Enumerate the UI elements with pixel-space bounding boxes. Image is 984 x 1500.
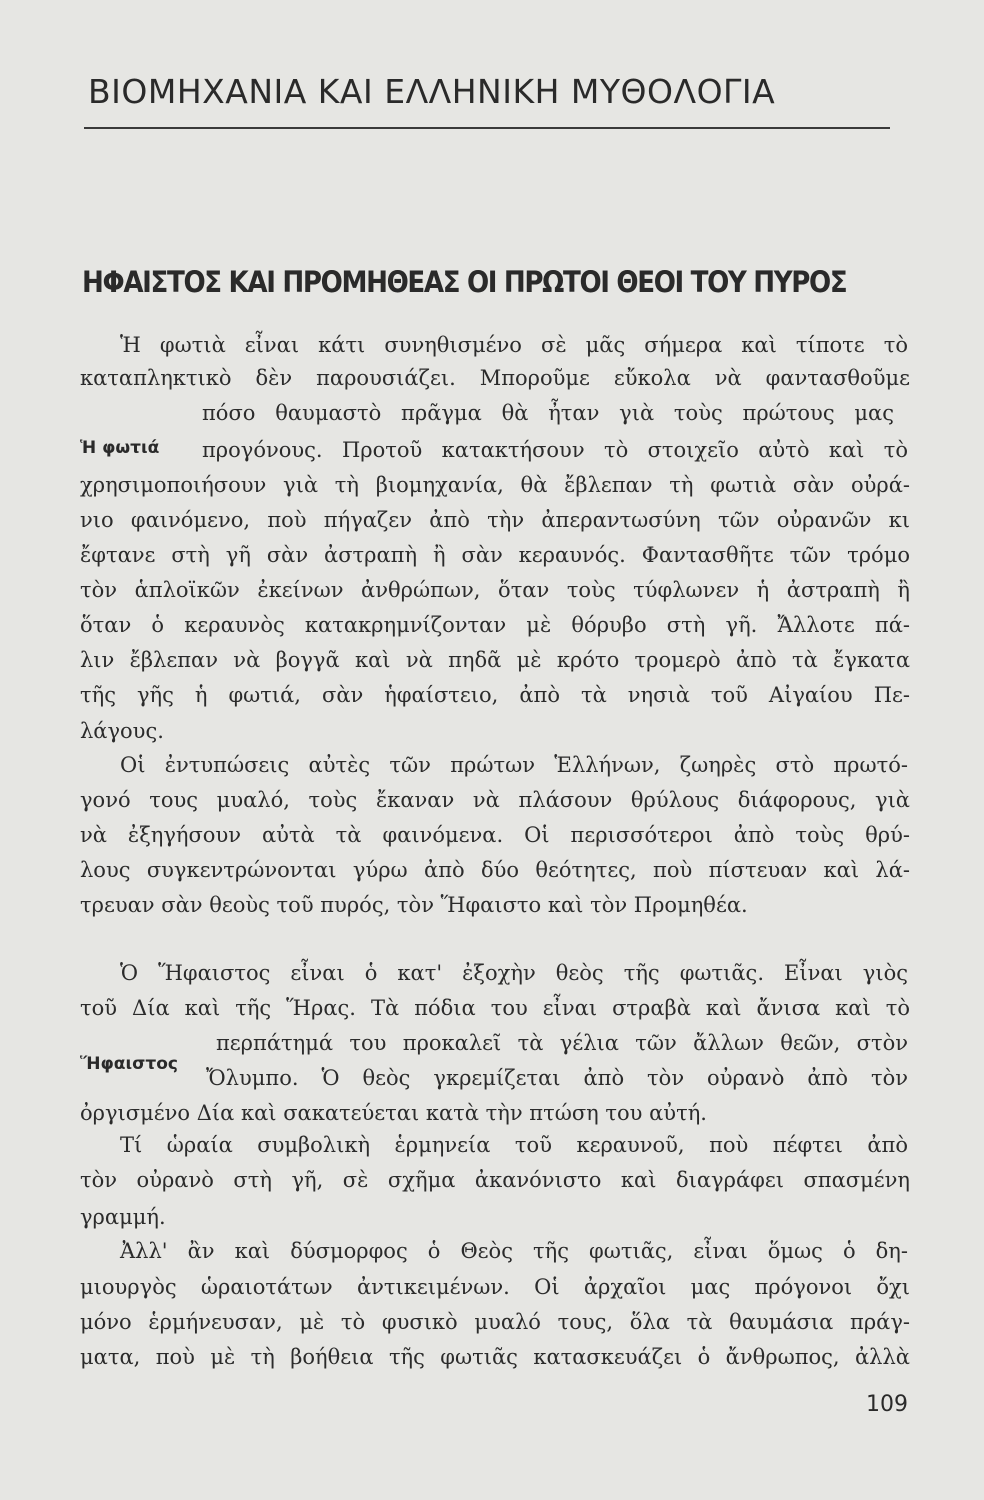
- chapter-title: ΗΦΑΙΣΤΟΣ ΚΑΙ ΠΡΟΜΗΘΕΑΣ ΟΙ ΠΡΩΤΟΙ ΘΕΟΙ ΤΟΥ ΠΥΡΟΣ: [82, 265, 847, 299]
- text-line: τοῦ Δία καὶ τῆς Ἥρας. Τὰ πόδια του εἶναι στραβὰ καὶ ἄνισα καὶ τὸ: [80, 996, 910, 1020]
- text-line: ἔφτανε στὴ γῆ σὰν ἀστραπὴ ἢ σὰν κεραυνός. Φαντασθῆτε τῶν τρόμο: [80, 543, 910, 567]
- text-line: τρευαν σὰν θεοὺς τοῦ πυρός, τὸν Ἥφαιστο καὶ τὸν Προμηθέα.: [80, 893, 748, 917]
- text-line: καταπληκτικὸ δὲν παρουσιάζει. Μποροῦμε εὔκολα νὰ φαντασθοῦμε: [80, 366, 910, 390]
- text-line: τὸν οὐρανὸ στὴ γῆ, σὲ σχῆμα ἀκανόνιστο καὶ διαγράφει σπασμένη: [80, 1168, 910, 1192]
- text-line: Ἡ φωτιὰ εἶναι κάτι συνηθισμένο σὲ μᾶς σήμερα καὶ τίποτε τὸ: [120, 333, 908, 357]
- text-line: νὰ ἐξηγήσουν αὐτὰ τὰ φαινόμενα. Οἱ περισσότεροι ἀπὸ τοὺς θρύ-: [80, 823, 910, 847]
- text-line: Οἱ ἐντυπώσεις αὐτὲς τῶν πρώτων Ἑλλήνων, ζωηρὲς στὸ πρωτό-: [120, 753, 908, 777]
- text-line: λάγους.: [80, 719, 164, 743]
- text-line: τῆς γῆς ἡ φωτιά, σὰν ἡφαίστειο, ἀπὸ τὰ νησιὰ τοῦ Αἰγαίου Πε-: [80, 683, 910, 707]
- text-line: μιουργὸς ὡραιοτάτων ἀντικειμένων. Οἱ ἀρχαῖοι μας πρόγονοι ὄχι: [80, 1275, 910, 1299]
- text-line: Ἀλλ' ἂν καὶ δύσμορφος ὁ Θεὸς τῆς φωτιᾶς, εἶναι ὅμως ὁ δη-: [120, 1239, 908, 1263]
- text-line: γραμμή.: [80, 1205, 166, 1229]
- text-line: νιο φαινόμενο, ποὺ πήγαζεν ἀπὸ τὴν ἀπεραντωσύνη τῶν οὐρανῶν κι: [80, 508, 910, 532]
- margin-note-fire: Ἡ φωτιά: [80, 438, 160, 458]
- text-line: μόνο ἑρμήνευσαν, μὲ τὸ φυσικὸ μυαλό τους, ὅλα τὰ θαυμάσια πράγ-: [80, 1310, 910, 1334]
- running-head: ΒΙΟΜΗΧΑΝΙΑ ΚΑΙ ΕΛΛΗΝΙΚΗ ΜΥΘΟΛΟΓΙΑ: [88, 72, 776, 111]
- text-line: γονό τους μυαλό, τοὺς ἔκαναν νὰ πλάσουν θρύλους διάφορους, γιὰ: [80, 788, 910, 812]
- header-rule: [84, 127, 890, 129]
- margin-note-hephaestus: Ἥφαιστος: [80, 1054, 178, 1074]
- text-line: λους συγκεντρώνονται γύρω ἀπὸ δύο θεότητες, ποὺ πίστευαν καὶ λά-: [80, 858, 910, 882]
- page-number: 109: [866, 1392, 908, 1417]
- text-line: ὅταν ὁ κεραυνὸς κατακρημνίζονταν μὲ θόρυβο στὴ γῆ. Ἄλλοτε πά-: [80, 613, 910, 637]
- text-line: πόσο θαυμαστὸ πρᾶγμα θὰ ἦταν γιὰ τοὺς πρώτους μας: [202, 401, 894, 425]
- text-line: χρησιμοποιήσουν γιὰ τὴ βιομηχανία, θὰ ἔβλεπαν τὴ φωτιὰ σὰν οὐρά-: [80, 473, 910, 497]
- text-line: λιν ἔβλεπαν νὰ βογγᾶ καὶ νὰ πηδᾶ μὲ κρότο τρομερὸ ἀπὸ τὰ ἔγκατα: [80, 648, 910, 672]
- text-line: Ὄλυμπο. Ὁ θεὸς γκρεμίζεται ἀπὸ τὸν οὐρανὸ ἀπὸ τὸν: [206, 1066, 908, 1090]
- text-line: προγόνους. Προτοῦ κατακτήσουν τὸ στοιχεῖο αὐτὸ καὶ τὸ: [202, 438, 908, 462]
- text-line: Ὁ Ἥφαιστος εἶναι ὁ κατ' ἐξοχὴν θεὸς τῆς φωτιᾶς. Εἶναι γιὸς: [120, 961, 908, 985]
- text-line: τὸν ἁπλοϊκῶν ἐκείνων ἀνθρώπων, ὅταν τοὺς τύφλωνεν ἡ ἀστραπὴ ἢ: [80, 578, 910, 602]
- text-line: ὀργισμένο Δία καὶ σακατεύεται κατὰ τὴν πτώση του αὐτή.: [80, 1101, 707, 1125]
- text-line: ματα, ποὺ μὲ τὴ βοήθεια τῆς φωτιᾶς κατασκευάζει ὁ ἄνθρωπος, ἀλλὰ: [80, 1345, 910, 1369]
- text-line: Τί ὡραία συμβολικὴ ἑρμηνεία τοῦ κεραυνοῦ, ποὺ πέφτει ἀπὸ: [120, 1133, 908, 1157]
- text-line: περπάτημά του προκαλεῖ τὰ γέλια τῶν ἄλλων θεῶν, στὸν: [216, 1031, 908, 1055]
